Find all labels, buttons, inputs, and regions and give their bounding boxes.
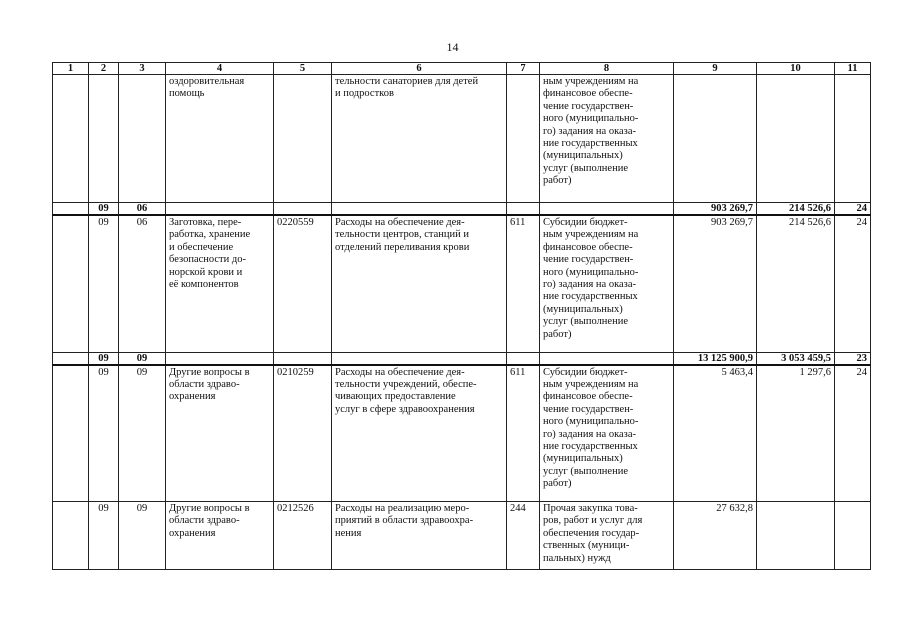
column-header: 11 [835,63,871,75]
cell-col11: 24 [835,215,871,352]
cell-col5 [274,203,332,216]
cell-col5: 0212526 [274,502,332,570]
column-header: 5 [274,63,332,75]
cell-col7: 244 [507,502,540,570]
cell-col9: 5 463,4 [674,365,757,502]
cell-col1 [53,75,89,203]
cell-col4: Другие вопросы в области здраво- охранения [166,502,274,570]
table-row [53,352,871,365]
cell-col9: 903 269,7 [674,203,757,216]
cell-col2: 09 [89,203,119,216]
cell-col9: 903 269,7 [674,215,757,352]
cell-col11 [835,502,871,570]
cell-col3: 06 [119,215,166,352]
table-header-row [53,63,871,75]
cell-col1 [53,352,89,365]
column-header: 9 [674,63,757,75]
cell-col11: 24 [835,203,871,216]
cell-col3: 09 [119,502,166,570]
cell-col1 [53,502,89,570]
cell-col11: 23 [835,352,871,365]
column-header: 10 [757,63,835,75]
column-header: 8 [540,63,674,75]
cell-col2 [89,75,119,203]
cell-col11 [835,75,871,203]
table-row [53,203,871,216]
cell-col9 [674,75,757,203]
cell-col10: 1 297,6 [757,365,835,502]
cell-col10 [757,75,835,203]
column-header: 1 [53,63,89,75]
cell-col3: 09 [119,365,166,502]
cell-col2: 09 [89,365,119,502]
cell-col9: 27 632,8 [674,502,757,570]
cell-col10: 3 053 459,5 [757,352,835,365]
cell-col3 [119,75,166,203]
cell-col5 [274,75,332,203]
cell-col3: 09 [119,352,166,365]
cell-col2: 09 [89,352,119,365]
cell-col8: Субсидии бюджет- ным учреждениям на финансовое обеспе- чение государствен- ного (муниципально- го) задания на оказа- ние государственных (муниципальных) услуг (выполнение работ) [540,215,674,352]
cell-col3: 06 [119,203,166,216]
cell-col6: Расходы на обеспечение дея- тельности учреждений, обеспе- чивающих предоставление услуг в сфере здравоохранения [332,365,507,502]
column-header: 3 [119,63,166,75]
cell-col4 [166,203,274,216]
column-header: 4 [166,63,274,75]
cell-col9: 13 125 900,9 [674,352,757,365]
cell-col1 [53,365,89,502]
cell-col7 [507,75,540,203]
table-row [53,502,871,570]
cell-col6: Расходы на обеспечение дея- тельности центров, станций и отделений переливания крови [332,215,507,352]
table-row [53,215,871,352]
cell-col10: 214 526,6 [757,215,835,352]
cell-col4: оздоровительная помощь [166,75,274,203]
cell-col6: Расходы на реализацию меро- приятий в области здравоохра- нения [332,502,507,570]
cell-col6 [332,203,507,216]
cell-col8: Субсидии бюджет- ным учреждениям на финансовое обеспе- чение государствен- ного (муниципально- го) задания на оказа- ние государственных (муниципальных) услуг (выполнение работ) [540,365,674,502]
table-row [53,365,871,502]
cell-col7: 611 [507,215,540,352]
cell-col4 [166,352,274,365]
cell-col7: 611 [507,365,540,502]
cell-col8: Прочая закупка това- ров, работ и услуг для обеспечения государ- ственных (муници- пальных) нужд [540,502,674,570]
column-header: 2 [89,63,119,75]
column-header: 6 [332,63,507,75]
cell-col8: ным учреждениям на финансовое обеспе- чение государствен- ного (муниципально- го) задания на оказа- ние государственных (муниципальных) услуг (выполнение работ) [540,75,674,203]
cell-col1 [53,215,89,352]
cell-col5: 0210259 [274,365,332,502]
budget-table [52,62,871,570]
cell-col11: 24 [835,365,871,502]
cell-col7 [507,352,540,365]
cell-col5 [274,352,332,365]
cell-col2: 09 [89,215,119,352]
cell-col10 [757,502,835,570]
cell-col4: Заготовка, пере- работка, хранение и обеспечение безопасности до- норской крови и её компонентов [166,215,274,352]
cell-col7 [507,203,540,216]
cell-col8 [540,352,674,365]
column-header: 7 [507,63,540,75]
cell-col4: Другие вопросы в области здраво- охранения [166,365,274,502]
cell-col10: 214 526,6 [757,203,835,216]
cell-col2: 09 [89,502,119,570]
cell-col6: тельности санаториев для детей и подростков [332,75,507,203]
table-row [53,75,871,203]
cell-col8 [540,203,674,216]
cell-col1 [53,203,89,216]
cell-col6 [332,352,507,365]
page-number: 14 [446,40,459,54]
cell-col5: 0220559 [274,215,332,352]
